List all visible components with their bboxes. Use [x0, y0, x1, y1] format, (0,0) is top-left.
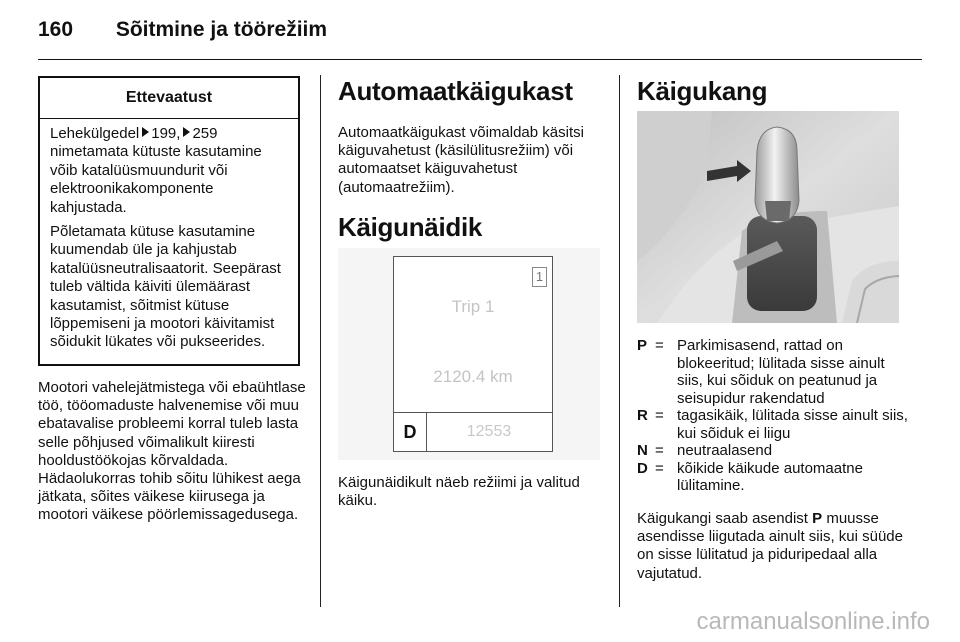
position-key: D	[637, 459, 648, 477]
page-title: Sõitmine ja töörežiim	[115, 18, 328, 41]
position-description: kõikide käikude automaatne lülitamine.	[677, 459, 863, 494]
position-key: R	[637, 407, 648, 424]
position-description: tagasikäik, lülitada sisse ainult siis, kui sõiduk ei liigu	[677, 407, 908, 442]
engine-fault-paragraph: Mootori vahelejätmistega või ebaühtlase töö, tööomaduste halvenemise või muu ebatavalise probleemi korral tuleb lasta selle põhjused võimalikult kiiresti hooldustöökojas kõrvaldada. Hädaolukorras tohib sõitu lühikest aega jätkata, sõites väikese kiirusega ja mootori väikese pöörlemissagedusega.	[38, 379, 306, 524]
page-reference-icon	[142, 127, 149, 137]
list-item	[637, 460, 912, 495]
page-reference-icon	[183, 127, 190, 137]
position-key: N	[637, 442, 648, 459]
gear-indicator-caption: Käigunäidikult näeb režiimi ja valitud käiku.	[338, 474, 580, 510]
column-divider	[619, 75, 620, 607]
page-ref-259[interactable]: 259	[192, 125, 218, 142]
note-text-start: Käigukangi saab asendist	[637, 510, 808, 527]
automatic-transmission-paragraph: Automaatkäigukast võimaldab käsitsi käiguvahetust (käsilülitusrežiim) või automaatset käiguvahetust (automaatrežiim).	[338, 124, 584, 196]
heading-automatic-transmission: Automaatkäigukast	[338, 76, 573, 106]
odometer-value: 12553	[466, 423, 512, 440]
position-separator: =	[655, 459, 664, 477]
page-header	[38, 18, 327, 42]
list-item	[637, 407, 912, 442]
position-separator: =	[655, 407, 664, 424]
header-rule	[38, 59, 922, 60]
display-bottom-row	[394, 412, 552, 451]
position-description: Parkimisasend, rattad on blokeeritud; lülitada sisse ainult siis, kui sõiduk on peatunud ja seisupidur rakendatud	[677, 337, 885, 407]
note-park-key: P	[812, 510, 823, 527]
caution-body	[40, 119, 298, 352]
gear-lever-note	[637, 510, 912, 583]
caution-paragraph-2: Põletamata kütuse kasutamine kuumendab üle ja kahjustab katalüüsneutralisaatorit. Seepärast tuleb vältida käiviti ülemäärast kasutamist, sõitmist kütuse lõppemiseni ja mootori käivitamist sõidukit lükates või pukseerides.	[50, 223, 281, 351]
trip-label: Trip 1	[451, 297, 495, 316]
page-number: 160	[38, 18, 74, 41]
gear-lever-drawing	[637, 111, 899, 323]
page-ref-199[interactable]: 199,	[151, 125, 181, 142]
trip-distance: 2120.4 km	[433, 367, 513, 386]
caution-title: Ettevaatust	[40, 78, 298, 119]
caution-box	[38, 76, 300, 366]
caution-prefix: Lehekülgedel	[50, 125, 140, 142]
watermark: carmanualsonline.info	[696, 608, 930, 635]
current-gear: D	[394, 413, 427, 451]
caution-paragraph-1	[50, 125, 288, 217]
gear-lever-photo	[637, 111, 899, 323]
column-divider	[320, 75, 321, 607]
position-key: P	[637, 337, 648, 354]
gear-positions-list	[637, 337, 912, 495]
position-separator: =	[655, 442, 664, 459]
note-text-end: muusse asendisse liigutada ainult siis, kui süüde on sisse lülitatud ja piduripedaal alla vajutatud.	[637, 510, 903, 582]
heading-gear-lever: Käigukang	[637, 76, 768, 106]
display-frame	[393, 256, 553, 452]
position-description: neutraalasend	[677, 442, 773, 459]
caution-text-1: nimetamata kütuste kasutamine võib katalüüsmuundurit või elektroonikakomponente kahjustada.	[50, 143, 262, 216]
position-separator: =	[655, 337, 664, 354]
gear-indicator-illustration	[338, 248, 600, 460]
heading-gear-indicator: Käigunäidik	[338, 212, 483, 242]
list-item	[637, 337, 912, 407]
trip-number-badge: 1	[532, 267, 547, 287]
list-item	[637, 442, 912, 460]
